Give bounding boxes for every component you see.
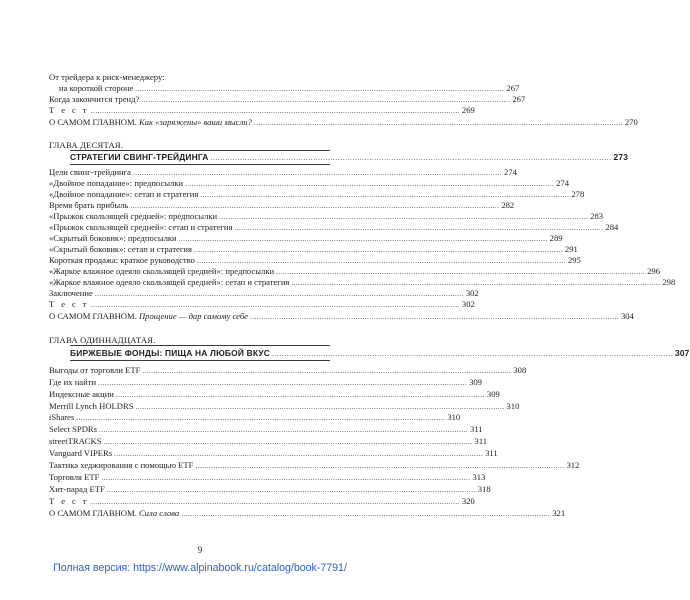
toc-entry-page: 310 — [506, 401, 520, 411]
toc-entry-page: 309 — [486, 389, 500, 399]
full-version-link[interactable]: Полная версия: https://www.alpinabook.ru/catalog/book-7791/ — [53, 562, 347, 574]
toc-entry — [49, 377, 482, 389]
dot-leader: .................................................................................................................................................................... — [106, 486, 476, 494]
toc-entry — [49, 365, 527, 377]
dot-leader: .................................................................................................................................................................... — [101, 474, 471, 482]
toc-entry-text: «Скрытый боковик»: предпосылки — [49, 233, 177, 243]
toc-entry-page: 283 — [590, 211, 604, 221]
chapter-title-page: 273 — [613, 152, 629, 162]
toc-entry-text: Время брать прибыль — [49, 200, 129, 210]
toc-entry-text: iShares — [49, 412, 75, 422]
toc-entry-page: 267 — [512, 94, 526, 104]
dot-leader: .................................................................................................................................................................... — [135, 403, 505, 411]
toc-entry-text — [49, 311, 248, 322]
dot-leader: .................................................................................................................................................................... — [276, 268, 646, 276]
toc-entry-text: «Двойное попадание»: сетап и стратегия — [49, 189, 199, 199]
toc-entry-text: Select SPDRs — [49, 424, 97, 434]
chapter-rule-top — [70, 345, 330, 346]
dot-leader: .................................................................................................................................................................... — [234, 224, 604, 232]
toc-entry-page: 302 — [461, 299, 475, 309]
toc-entry-page: 278 — [571, 189, 585, 199]
toc-entry-page: 304 — [621, 311, 634, 321]
dot-leader: .................................................................................................................................................................... — [135, 85, 505, 93]
toc-entry-text: на короткой стороне — [59, 83, 134, 93]
dot-leader: .................................................................................................................................................................... — [114, 450, 484, 458]
toc-entry-text — [49, 508, 179, 519]
dot-leader: .................................................................................................................................................................... — [185, 180, 555, 188]
dot-leader: .................................................................................................................................................................... — [200, 191, 570, 199]
toc-entry-text: Выгоды от торговли ETF — [49, 365, 141, 375]
emphasis-text: Сила слова — [138, 508, 180, 518]
toc-entry — [49, 105, 475, 117]
toc-entry-text: Короткая продажа: краткое руководство — [49, 255, 195, 265]
toc-entry-page: 311 — [485, 448, 498, 458]
toc-entry-page: 308 — [513, 365, 527, 375]
toc-entry-page: 289 — [549, 233, 563, 243]
toc-entry-page: 296 — [647, 266, 660, 276]
toc-entry-text: Заключение — [49, 288, 93, 298]
toc-entry-page: 310 — [447, 412, 461, 422]
toc-entry-page: 318 — [477, 484, 491, 494]
dot-leader: .................................................................................................................................................................... — [115, 391, 485, 399]
toc-entry-text: От трейдера к риск-менеджеру: — [49, 72, 165, 82]
dot-leader: .................................................................................................................................................................... — [291, 279, 661, 287]
dot-leader: .................................................................................................................................................................... — [76, 414, 446, 422]
toc-entry-text: Тактика хеджирования с помощью ETF — [49, 460, 194, 470]
toc-entry-text: streetTRACKS — [49, 436, 102, 446]
toc-entry-page: 321 — [552, 508, 566, 518]
toc-entry-page: 311 — [470, 424, 483, 434]
toc-entry-page: 269 — [461, 105, 475, 115]
toc-entry — [49, 412, 461, 424]
toc-entry-text: Т е с т — [49, 299, 89, 309]
toc-entry-text: «Прыжок скользящей средней»: сетап и стратегия — [49, 222, 233, 232]
toc-entry-text — [49, 117, 252, 128]
toc-entry-text: Цели свинг-трейдинга — [49, 167, 131, 177]
emphasis-prefix: О САМОМ ГЛАВНОМ. — [49, 508, 139, 518]
emphasis-prefix: О САМОМ ГЛАВНОМ. — [49, 311, 139, 321]
toc-entry-page: 270 — [624, 117, 638, 127]
toc-entry — [49, 389, 500, 401]
toc-entry — [49, 72, 165, 83]
dot-leader: .................................................................................................................................................................... — [210, 155, 612, 162]
toc-entry — [49, 117, 638, 129]
toc-entry — [49, 299, 475, 311]
toc-entry-text: «Жаркое влажное одеяло скользящей средней»: предпосылки — [49, 266, 275, 276]
dot-leader: .................................................................................................................................................................... — [103, 438, 473, 446]
toc-entry-page: 313 — [472, 472, 486, 482]
toc-entry-text: «Прыжок скользящей средней»: предпосылки — [49, 211, 218, 221]
emphasis-text: Прощение — дар самому себе — [138, 311, 248, 321]
toc-entry — [49, 424, 483, 436]
dot-leader: .................................................................................................................................................................... — [195, 462, 565, 470]
dot-leader: .................................................................................................................................................................... — [253, 119, 623, 127]
toc-entry-text: Т е с т — [49, 496, 89, 506]
chapter-title — [70, 348, 690, 360]
chapter-rule-top — [70, 150, 330, 151]
dot-leader: .................................................................................................................................................................... — [142, 367, 512, 375]
chapter-title-text: БИРЖЕВЫЕ ФОНДЫ: ПИЩА НА ЛЮБОЙ ВКУС — [70, 348, 271, 358]
toc-entry-text: «Двойное попадание»: предпосылки — [49, 178, 184, 188]
dot-leader: .................................................................................................................................................................... — [141, 96, 511, 104]
dot-leader: .................................................................................................................................................................... — [250, 313, 619, 321]
toc-entry-page: 267 — [506, 83, 520, 93]
toc-entry-page: 309 — [469, 377, 482, 387]
dot-leader: .................................................................................................................................................................... — [219, 213, 589, 221]
chapter-label: ГЛАВА ДЕСЯТАЯ. — [49, 140, 124, 150]
emphasis-prefix: О САМОМ ГЛАВНОМ. — [49, 117, 139, 127]
toc-entry-page: 295 — [567, 255, 581, 265]
toc-entry-text: Merrill Lynch HOLDRS — [49, 401, 134, 411]
emphasis-text: Как «заряжены» ваши мысли? — [138, 117, 252, 127]
toc-entry — [49, 496, 475, 508]
dot-leader: .................................................................................................................................................................... — [272, 351, 673, 358]
dot-leader: .................................................................................................................................................................... — [90, 301, 460, 309]
toc-entry-page: 282 — [501, 200, 515, 210]
dot-leader: .................................................................................................................................................................... — [178, 235, 548, 243]
toc-entry-text: Vanguard VIPERs — [49, 448, 113, 458]
toc-entry-page: 320 — [461, 496, 475, 506]
toc-entry — [49, 460, 580, 472]
toc-entry-text: «Скрытый боковик»: сетап и стратегия — [49, 244, 192, 254]
toc-entry-text: Т е с т — [49, 105, 89, 115]
page-number: 9 — [197, 545, 203, 555]
dot-leader: .................................................................................................................................................................... — [193, 246, 563, 254]
toc-entry — [49, 484, 491, 496]
toc-entry-text: «Жаркое влажное одеяло скользящей средней»: сетап и стратегия — [49, 277, 290, 287]
toc-entry-page: 312 — [566, 460, 580, 470]
toc-entry — [49, 448, 498, 460]
toc-entry — [49, 436, 488, 448]
toc-entry-page: 284 — [605, 222, 619, 232]
chapter-label: ГЛАВА ОДИННАДЦАТАЯ. — [49, 335, 156, 345]
dot-leader: .................................................................................................................................................................... — [99, 426, 468, 434]
dot-leader: .................................................................................................................................................................... — [90, 107, 460, 115]
dot-leader: .................................................................................................................................................................... — [130, 202, 500, 210]
toc-entry — [49, 311, 634, 323]
toc-entry-page: 302 — [465, 288, 479, 298]
toc-entry — [49, 508, 566, 520]
toc-entry-text: Хит-парад ETF — [49, 484, 105, 494]
toc-entry-page: 274 — [556, 178, 569, 188]
dot-leader: .................................................................................................................................................................... — [94, 290, 464, 298]
toc-entry-page: 298 — [662, 277, 676, 287]
chapter-rule-bottom — [70, 360, 330, 361]
toc-entry-text: Торговля ETF — [49, 472, 100, 482]
dot-leader: .................................................................................................................................................................... — [90, 498, 460, 506]
toc-entry-text: Где их найти — [49, 377, 97, 387]
dot-leader: .................................................................................................................................................................... — [133, 169, 502, 177]
dot-leader: .................................................................................................................................................................... — [196, 257, 566, 265]
toc-entry — [49, 472, 486, 484]
toc-entry-text: Индексные акции — [49, 389, 114, 399]
chapter-rule-bottom — [70, 164, 330, 165]
dot-leader: .................................................................................................................................................................... — [181, 510, 551, 518]
toc-entry-page: 311 — [474, 436, 488, 446]
toc-entry-text: Когда закончится тренд? — [49, 94, 140, 104]
chapter-title-page: 307 — [674, 348, 690, 358]
dot-leader: .................................................................................................................................................................... — [98, 379, 468, 387]
toc-entry-page: 274 — [504, 167, 517, 177]
toc-entry-page: 291 — [564, 244, 578, 254]
chapter-title — [70, 152, 629, 164]
chapter-title-text: СТРАТЕГИИ СВИНГ-ТРЕЙДИНГА — [70, 152, 209, 162]
